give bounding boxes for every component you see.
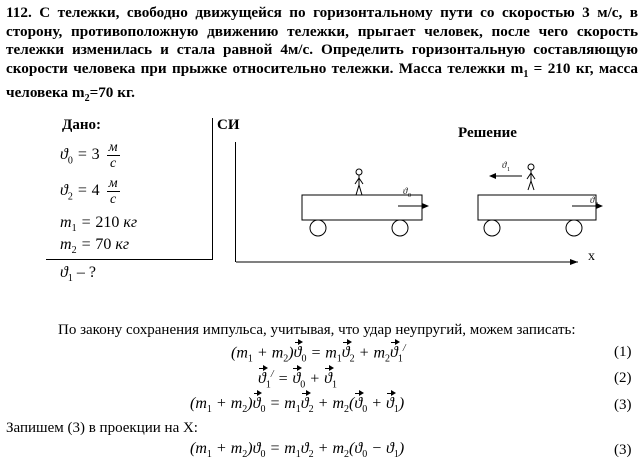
given-v0: $ϑ_0 = 3$ $\frac{м}{с}$ bbox=[60, 140, 118, 171]
equation-number-3: (3) bbox=[614, 397, 632, 413]
svg-text:0: 0 bbox=[408, 193, 411, 199]
given-m1: $m_1 = 210$ кг bbox=[60, 214, 138, 235]
svg-text:2: 2 bbox=[595, 202, 598, 208]
equation-number-2: (2) bbox=[614, 370, 632, 386]
svg-text:ϑ: ϑ bbox=[502, 160, 507, 170]
equation-3: $(m_1 + m_2)ϑ_0 = m_1ϑ_2 + m_2(ϑ_0 + ϑ_1)$ bbox=[190, 395, 405, 416]
axis-label: x bbox=[588, 249, 595, 264]
given-unknown: $ϑ_1$ – ? bbox=[60, 264, 96, 285]
given-v2: $ϑ_2 = 4$ $\frac{м}{с}$ bbox=[60, 176, 118, 207]
projection-intro: Запишем (3) в проекции на X: bbox=[6, 420, 198, 436]
given-m2: $m_2 = 70$ кг bbox=[60, 236, 130, 257]
equation-1: $(m_1 + m_2)ϑ_0 = m_1ϑ_2 + m_2ϑ_1^/$ bbox=[231, 343, 406, 365]
problem-statement: 112. С тележки, свободно движущейся по горизонтальному пути со скоростью 3 м/с, в сторону, противоположную движению тележки, прыгает человек, после чего скорость тележки изменилась и стала равной 4м/с. Определить горизонтальную составляющую скорости человека при прыжке относительно тележки. Масса тележки $m_1 = 210$ кг, масса человека $m_2=70$ кг. bbox=[6, 4, 639, 105]
si-title: СИ bbox=[217, 117, 240, 133]
person-icon bbox=[355, 169, 363, 195]
svg-text:1: 1 bbox=[507, 167, 510, 173]
cart-after bbox=[478, 160, 603, 236]
svg-text:ϑ: ϑ bbox=[403, 186, 408, 196]
given-title: Дано: bbox=[62, 117, 101, 133]
solution-title: Решение bbox=[458, 125, 517, 141]
svg-text:ϑ: ϑ bbox=[590, 195, 595, 205]
equation-number-1: (1) bbox=[614, 344, 632, 360]
velocity-arrow-v1 bbox=[489, 173, 522, 179]
solution-intro: По закону сохранения импульса, учитывая, что удар неупругий, можем записать: bbox=[58, 322, 576, 338]
axis-x bbox=[236, 259, 578, 265]
equation-3-projection: $(m_1 + m_2)ϑ_0 = m_1ϑ_2 + m_2(ϑ_0 - ϑ_1)$ bbox=[190, 440, 405, 461]
person-icon bbox=[527, 164, 535, 190]
equation-number-3b: (3) bbox=[614, 442, 632, 458]
cart-before bbox=[302, 169, 429, 236]
equation-2: $ϑ_1^/ = ϑ_0 + ϑ_1$ bbox=[258, 369, 337, 391]
